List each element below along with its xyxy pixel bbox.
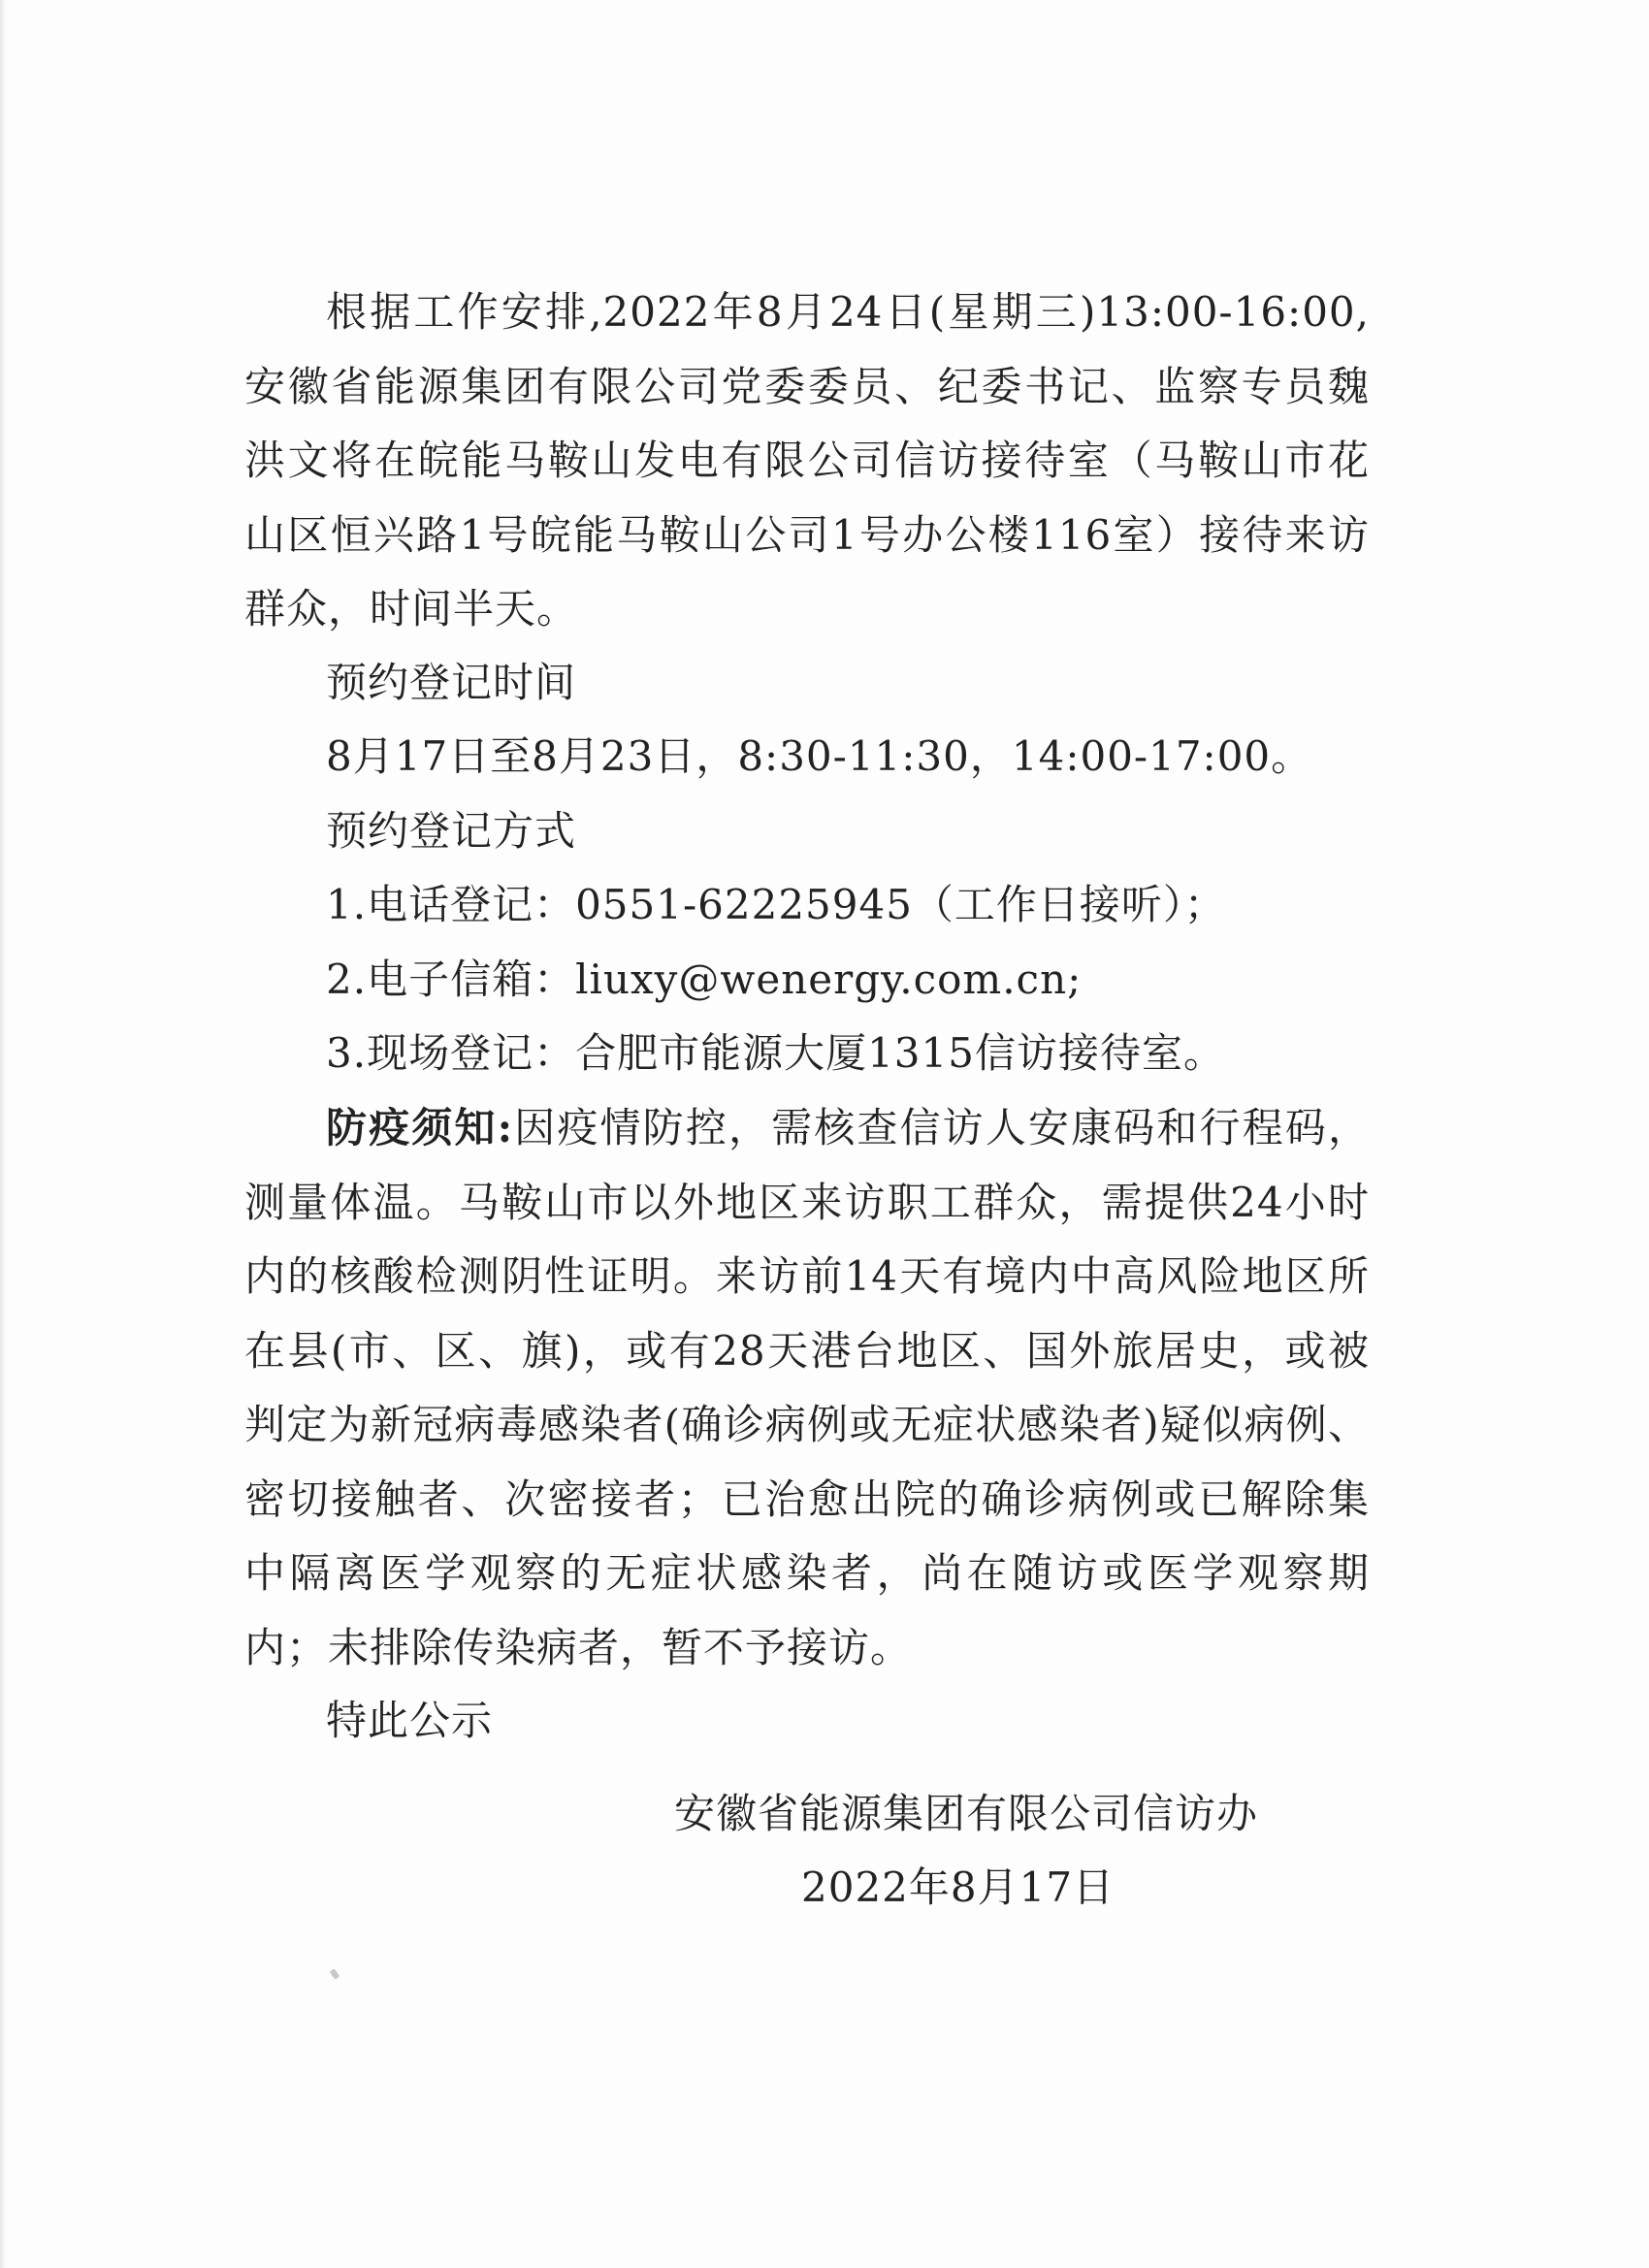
signature-organization: 安徽省能源集团有限公司信访办 [674, 1790, 1259, 1837]
booking-time-text: 8月17日至8月23日，8:30-11:30，14:00-17:00。 [326, 732, 1313, 780]
method-onsite: 3.现场登记：合肥市能源大厦1315信访接待室。 [326, 1029, 1225, 1077]
booking-method-heading: 预约登记方式 [326, 807, 577, 855]
closing-text: 特此公示 [326, 1697, 494, 1744]
method-email: 2.电子信箱：liuxy@wenergy.com.cn; [326, 956, 1083, 1003]
intro-paragraph: 根据工作安排,2022年8月24日(星期三)13:00-16:00,安徽省能源集团有限公司党委委员、纪委书记、监察专员魏洪文将在皖能马鞍山发电有限公司信访接待室（马鞍山市花山区恒兴路1号皖能马鞍山公司1号办公楼116室）接待来访群众，时间半天。 [244, 288, 1370, 632]
epidemic-label: 防疫须知: [326, 1104, 514, 1151]
scan-edge-shadow [0, 0, 6, 2268]
booking-time-heading: 预约登记时间 [326, 659, 577, 706]
method-phone: 1.电话登记：0551-62225945（工作日接听）； [326, 881, 1226, 928]
signature-date: 2022年8月17日 [801, 1863, 1116, 1911]
epidemic-text: 因疫情防控，需核查信访人安康码和行程码，测量体温。马鞍山市以外地区来访职工群众，需提供24小时内的核酸检测阴性证明。来访前14天有境内中高风险地区所在县(市、区、旗)，或有28天港台地区、国外旅居史，或被判定为新冠病毒感染者(确诊病例或无症状感染者)疑似病例、密切接触者、次密接者；已治愈出院的确诊病例或已解除集中隔离医学观察的无症状感染者，尚在随访或医学观察期内；未排除传染病者，暂不予接访。 [244, 1104, 1370, 1671]
intro-section [244, 275, 1370, 647]
scan-speck [330, 1968, 340, 1980]
epidemic-paragraph [244, 1091, 1370, 1685]
epidemic-section [244, 1091, 1370, 1685]
